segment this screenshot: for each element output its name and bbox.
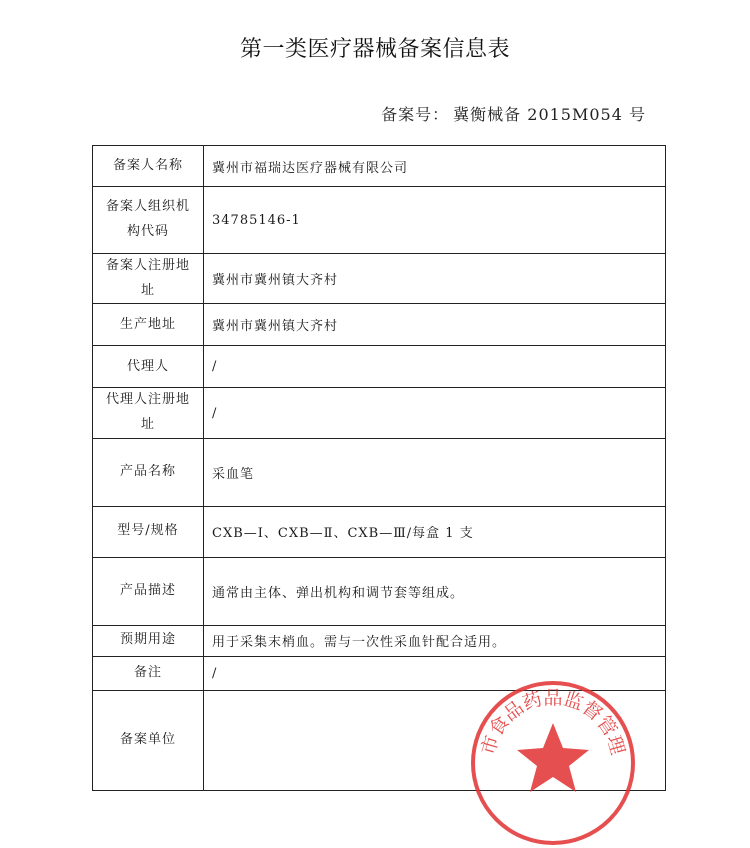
seal-star-icon: [517, 723, 589, 792]
row-label: 备注: [93, 656, 204, 690]
row-value: 采血笔: [204, 438, 666, 506]
row-label: 产品名称: [93, 438, 204, 506]
row-value: 冀州市冀州镇大齐村: [204, 304, 666, 346]
table-row: [93, 438, 666, 506]
row-label: 备案单位: [93, 690, 204, 790]
table-row: [93, 346, 666, 388]
table-row: [93, 146, 666, 187]
row-value: 通常由主体、弹出机构和调节套等组成。: [204, 557, 666, 625]
row-value: 冀州市冀州镇大齐村: [204, 254, 666, 304]
row-value: /: [204, 346, 666, 388]
table-row: [93, 388, 666, 438]
table-row: [93, 625, 666, 656]
row-label: 型号/规格: [93, 506, 204, 557]
page-title: 第一类医疗器械备案信息表: [239, 37, 510, 62]
row-label: 预期用途: [93, 625, 204, 656]
record-number-line: [377, 102, 646, 125]
official-seal: [468, 678, 638, 848]
row-label: 代理人: [93, 346, 204, 388]
row-value: 冀州市福瑞达医疗器械有限公司: [204, 146, 666, 187]
row-label: 代理人注册地址: [93, 388, 204, 438]
row-label: 备案人名称: [93, 146, 204, 187]
table-row: [93, 304, 666, 346]
row-value: CXB—Ⅰ、CXB—Ⅱ、CXB—Ⅲ/每盒 1 支: [204, 506, 666, 557]
record-number-value: 冀衡械备 2015M054 号: [453, 105, 646, 124]
row-value: 用于采集末梢血。需与一次性采血针配合适用。: [204, 625, 666, 656]
table-row: [93, 254, 666, 304]
record-number-label: 备案号：: [381, 105, 450, 124]
table-row: [93, 187, 666, 254]
row-label: 备案人组织机构代码: [93, 187, 204, 254]
seal-text: 市食品药品监督管理: [477, 687, 629, 758]
row-label: 产品描述: [93, 557, 204, 625]
row-value: /: [204, 388, 666, 438]
table-row: [93, 506, 666, 557]
row-value: 34785146-1: [204, 187, 666, 254]
table-row: [93, 557, 666, 625]
row-label: 生产地址: [93, 304, 204, 346]
row-value: /: [204, 656, 666, 690]
row-label: 备案人注册地址: [93, 254, 204, 304]
